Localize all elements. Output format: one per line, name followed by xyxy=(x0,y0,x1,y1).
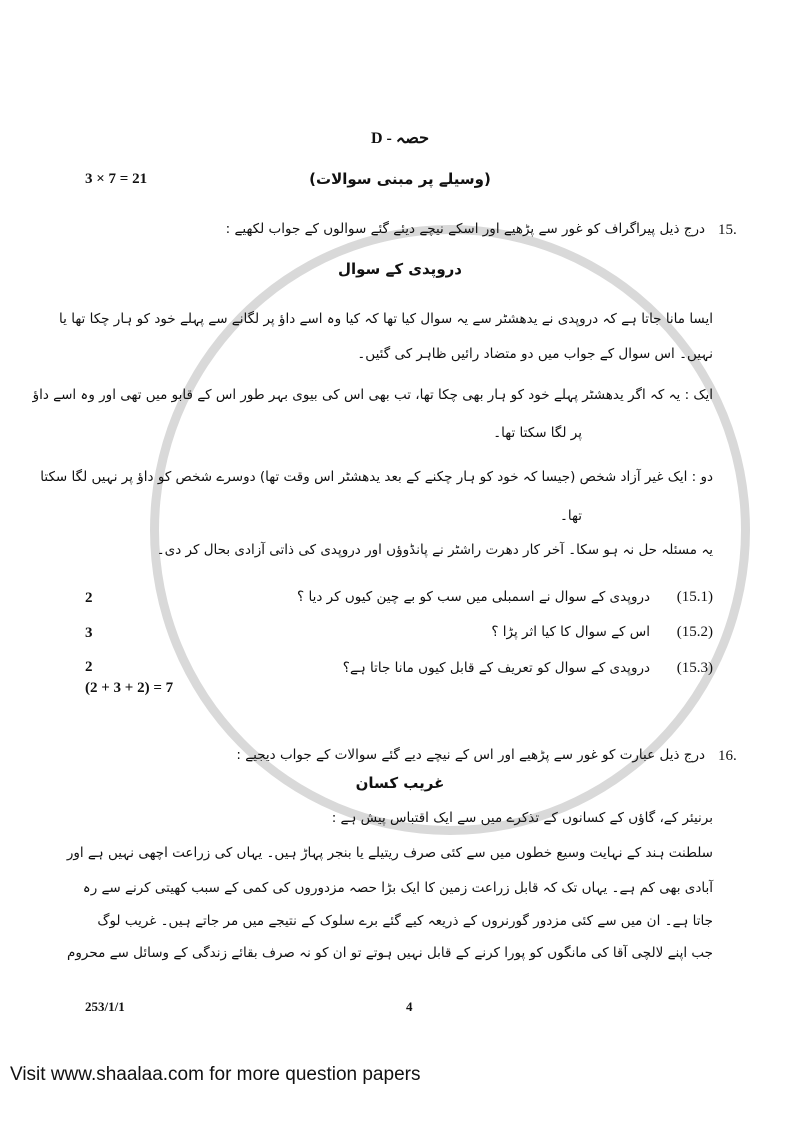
subq-marks: 2 xyxy=(85,590,93,606)
q15-total: (2 + 3 + 2) = 7 xyxy=(85,680,174,696)
q15-point-two-cont: تھا۔ xyxy=(559,508,582,524)
paper-code: 253/1/1 xyxy=(85,999,125,1014)
q16-title: غریب کسان xyxy=(355,774,445,792)
subq-number: (15.3) xyxy=(676,660,713,676)
subq-text: اس کے سوال کا کیا اثر پڑا ؟ xyxy=(491,624,650,640)
q15-para-line: نہیں۔ اس سوال کے جواب میں دو متضاد رائیں ظاہر کی گئیں۔ xyxy=(357,346,713,362)
q16-para-line: جب اپنے لالچی آقا کی مانگوں کو پورا کرنے کے قابل نہیں ہوتے تو ان کو نہ صرف بقائے زندگی کے وسائل سے محروم xyxy=(67,945,713,961)
q16-number: 16. xyxy=(718,748,737,764)
subq-text: دروپدی کے سوال کو تعریف کے قابل کیوں مانا جاتا ہے؟ xyxy=(342,660,650,676)
subq-marks: 2 xyxy=(85,659,93,675)
q15-point-one: ایک : یہ کہ اگر یدھشٹر پہلے خود کو ہار بھی چکا تھا، تب بھی اس کی بیوی بہر طور اس کے قابو میں تھی اور وہ اسے داؤ xyxy=(32,387,713,403)
q15-conclusion: یہ مسئلہ حل نہ ہو سکا۔ آخر کار دھرت راشٹر نے پانڈوؤں اور دروپدی کی ذاتی آزادی بحال کر دی۔ xyxy=(156,542,713,558)
subq-number: (15.2) xyxy=(676,624,713,640)
q15-para-line: ایسا مانا جاتا ہے کہ دروپدی نے یدھشٹر سے یہ سوال کیا تھا کہ کیا وہ اسے داؤ پر لگانے سے پہلے خود کو ہار چکا تھا یا xyxy=(59,311,713,327)
shaalaa-banner-link[interactable]: Visit www.shaalaa.com for more question papers xyxy=(10,1064,421,1085)
section-subheading: (وسیلے پر مبنی سوالات) xyxy=(309,170,491,188)
q15-point-one-cont: پر لگا سکتا تھا۔ xyxy=(493,425,582,441)
q16-instruction: درج ذیل عبارت کو غور سے پڑھیے اور اس کے نیچے دیے گئے سوالات کے جواب دیجیے : xyxy=(236,747,705,763)
subq-number: (15.1) xyxy=(676,589,713,605)
q15-number: 15. xyxy=(718,222,737,238)
subq-text: دروپدی کے سوال نے اسمبلی میں سب کو بے چین کیوں کر دیا ؟ xyxy=(297,589,650,605)
q15-instruction: درج ذیل پیراگراف کو غور سے پڑھیے اور اسکے نیچے دیئے گئے سوالوں کے جواب لکھیے : xyxy=(225,221,705,237)
q15-point-two: دو : ایک غیر آزاد شخص (جیسا کہ خود کو ہار چکنے کے بعد یدھشٹر اس وقت تھا) دوسرے شخص کو داؤ پر نہیں لگا سکتا xyxy=(40,469,713,485)
section-heading: حصہ - D xyxy=(370,130,430,147)
subq-marks: 3 xyxy=(85,625,93,641)
section-marks: 3 × 7 = 21 xyxy=(85,171,148,187)
q16-para-line: آبادی بھی کم ہے۔ یہاں تک کہ قابل زراعت زمین کا ایک بڑا حصہ مزدوروں کی کمی کے سبب کھیتی کرنے سے رہ xyxy=(82,880,713,896)
q16-para-line: جاتا ہے۔ ان میں سے کئی مزدور گورنروں کے ذریعہ کیے گئے برے سلوک کے نتیجے میں مر جاتے ہیں۔ غریب لوگ xyxy=(97,913,713,929)
q16-para-line: سلطنت ہند کے نہایت وسیع خطوں میں سے کئی صرف ریتیلے یا بنجر پہاڑ ہیں۔ یہاں کی زراعت اچھی نہیں ہے اور xyxy=(66,845,713,861)
page-number: 4 xyxy=(406,999,413,1014)
q15-title: دروپدی کے سوال xyxy=(338,260,462,278)
q16-intro: برنیئر کے، گاؤں کے کسانوں کے تذکرے میں سے ایک اقتباس پیش ہے : xyxy=(331,810,713,826)
